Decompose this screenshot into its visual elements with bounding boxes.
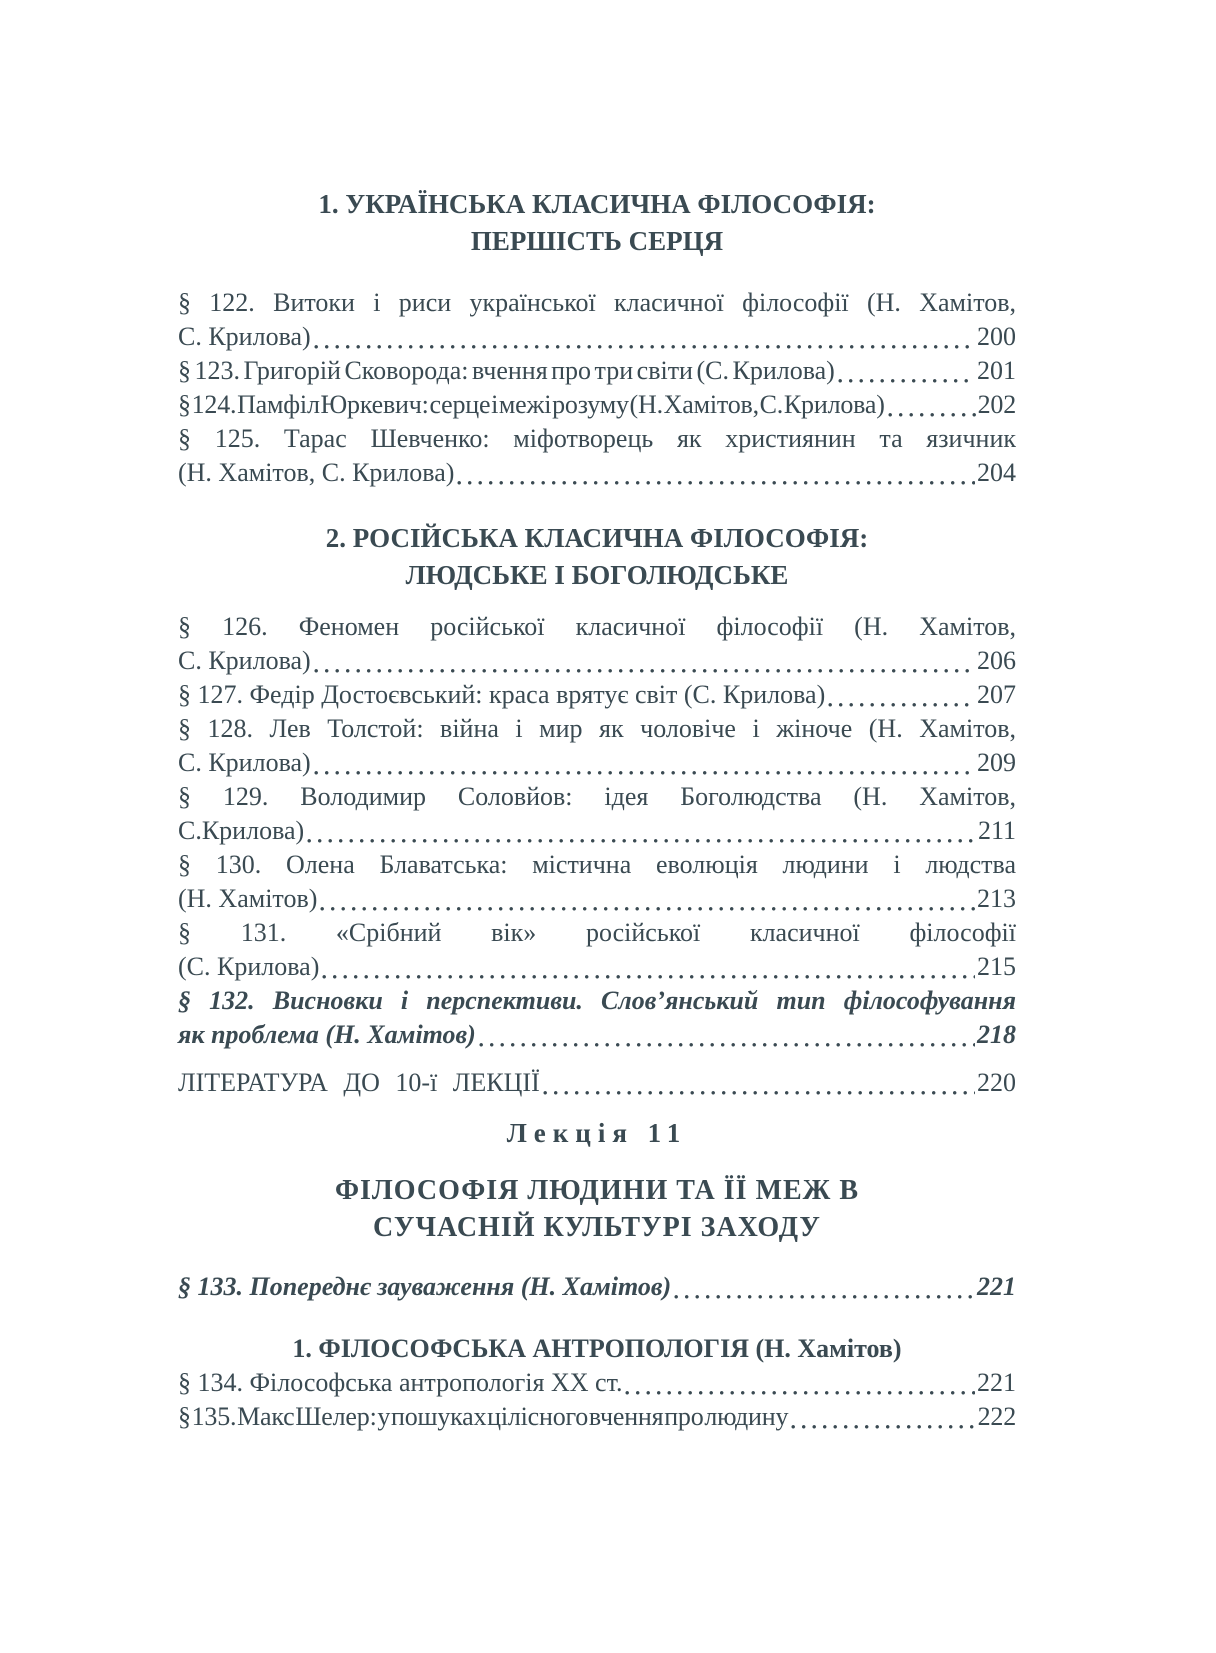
toc-entry-128 [178, 712, 1016, 780]
page-number: 207 [977, 680, 1016, 709]
heading-line: ФІЛОСОФІЯ ЛЮДИНИ ТА ЇЇ МЕЖ В [334, 1175, 860, 1206]
page-number: 211 [977, 816, 1016, 845]
toc-entry-130 [178, 848, 1016, 916]
heading-line: 2. РОСІЙСЬКА КЛАСИЧНА ФІЛОСОФІЯ: [325, 523, 869, 553]
entry-last-line [178, 456, 1016, 490]
page-number: 220 [977, 1068, 1016, 1097]
entry-last-line [178, 388, 1016, 422]
heading-line: ЛЮДСЬКЕ І БОГОЛЮДСЬКЕ [405, 560, 789, 590]
heading-line: СУЧАСНІЙ КУЛЬТУРІ ЗАХОДУ [373, 1212, 821, 1243]
entry-label: § 135. Макс Шелер: у пошуках цілісного вчення про людину [178, 1402, 789, 1431]
entry-label: С.Крилова) [178, 816, 305, 845]
entry-last-line [178, 1270, 1016, 1304]
page-number: 209 [977, 748, 1016, 777]
entry-label: § 127. Федір Достоєвський: краса врятує світ (С. Крилова) [178, 680, 826, 709]
toc-entry-135 [178, 1400, 1016, 1434]
lecture-11-title: Лекція 11 [506, 1118, 688, 1148]
entry-label: § 133. Попереднє зауваження (Н. Хамітов) [178, 1272, 672, 1301]
entry-last-line [178, 1018, 1016, 1052]
toc-entry-126 [178, 610, 1016, 678]
entry-label: С. Крилова) [178, 748, 311, 777]
entry-last-line [178, 354, 1016, 388]
page-number: 201 [977, 356, 1016, 385]
entry-last-line [178, 1366, 1016, 1400]
dot-leader [322, 950, 975, 984]
toc-part-2 [178, 610, 1016, 1052]
entry-text-line: § 126. Феномен російської класичної філософії (Н. Хамітов, [178, 612, 1016, 641]
toc-entry-127 [178, 678, 1016, 712]
entry-text-line: § 132. Висновки і перспективи. Слов’янський тип філософування [178, 986, 1016, 1015]
dot-leader [838, 354, 975, 388]
page-number: 221 [977, 1368, 1016, 1397]
entry-label: § 123. Григорій Сковорода: вчення про три світи (С. Крилова) [178, 356, 835, 385]
entry-label: як проблема (Н. Хамітов) [178, 1020, 476, 1049]
dot-leader [625, 1366, 975, 1400]
dot-leader [457, 456, 975, 490]
entry-label: ЛІТЕРАТУРА ДО 10-ї ЛЕКЦІЇ [178, 1068, 540, 1097]
literatura-line [178, 1066, 1016, 1100]
entry-label: С. Крилова) [178, 322, 311, 351]
dot-leader [320, 882, 975, 916]
entry-text-line: § 129. Володимир Соловйов: ідея Боголюдства (Н. Хамітов, [178, 782, 1016, 811]
entry-label: С. Крилова) [178, 646, 311, 675]
page-number: 222 [977, 1402, 1016, 1431]
dot-leader [791, 1400, 975, 1434]
page-number: 204 [977, 458, 1016, 487]
toc-lecture-11 [178, 1366, 1016, 1434]
entry-last-line [178, 644, 1016, 678]
dot-leader [543, 1066, 975, 1100]
entry-last-line [178, 882, 1016, 916]
toc-entry-122 [178, 286, 1016, 354]
entry-text-line: § 128. Лев Толстой: війна і мир як чоловіче і жіноче (Н. Хамітов, [178, 714, 1016, 743]
entry-text-line: § 125. Тарас Шевченко: міфотворець як християнин та язичник [178, 424, 1016, 453]
entry-label: (Н. Хамітов, С. Крилова) [178, 458, 455, 487]
section-heading-russian-philosophy [178, 520, 1016, 594]
entry-last-line [178, 1066, 1016, 1100]
toc-entry-124 [178, 388, 1016, 422]
entry-last-line [178, 746, 1016, 780]
heading-line: ПЕРШІСТЬ СЕРЦЯ [470, 226, 724, 256]
toc-entry-131 [178, 916, 1016, 984]
page-number: 206 [977, 646, 1016, 675]
entry-text-line: § 130. Олена Блаватська: містична еволюція людини і людства [178, 850, 1016, 879]
dot-leader [888, 388, 976, 422]
entry-text-line: § 131. «Срібний вік» російської класичної філософії [178, 918, 1016, 947]
subheading-philosophical-anthropology: 1. ФІЛОСОФСЬКА АНТРОПОЛОГІЯ (Н. Хамітов) [292, 1334, 902, 1363]
entry-last-line [178, 320, 1016, 354]
toc-entry-125 [178, 422, 1016, 490]
page-number: 202 [977, 390, 1016, 419]
dot-leader [314, 644, 975, 678]
heading-line: 1. УКРАЇНСЬКА КЛАСИЧНА ФІЛОСОФІЯ: [318, 189, 876, 219]
page-number: 200 [977, 322, 1016, 351]
page-number: 218 [977, 1020, 1016, 1049]
toc-entry-133 [178, 1270, 1016, 1304]
entry-last-line [178, 950, 1016, 984]
toc-entry-123 [178, 354, 1016, 388]
entry-label: § 124. Памфіл Юркевич: серце і межі розуму (Н. Хамітов, С. Крилова) [178, 390, 885, 419]
toc-entry-134 [178, 1366, 1016, 1400]
dot-leader [307, 814, 976, 848]
page-number: 213 [977, 884, 1016, 913]
entry-label: § 134. Філософська антропологія ХХ ст. [178, 1368, 623, 1397]
page-number: 221 [977, 1272, 1016, 1301]
entry-text-line: § 122. Витоки і риси української класичної філософії (Н. Хамітов, [178, 288, 1016, 317]
toc-entry-129 [178, 780, 1016, 848]
entry-last-line [178, 1400, 1016, 1434]
dot-leader [479, 1018, 975, 1052]
dot-leader [314, 320, 975, 354]
entry-label: (С. Крилова) [178, 952, 320, 981]
entry-label: (Н. Хамітов) [178, 884, 318, 913]
toc-entry-132 [178, 984, 1016, 1052]
dot-leader [828, 678, 975, 712]
page-number: 215 [977, 952, 1016, 981]
toc-part-1 [178, 286, 1016, 490]
dot-leader [674, 1270, 975, 1304]
entry-last-line [178, 678, 1016, 712]
dot-leader [314, 746, 975, 780]
lecture-11-heading [178, 1172, 1016, 1246]
entry-last-line [178, 814, 1016, 848]
section-heading-ukrainian-philosophy [178, 186, 1016, 260]
